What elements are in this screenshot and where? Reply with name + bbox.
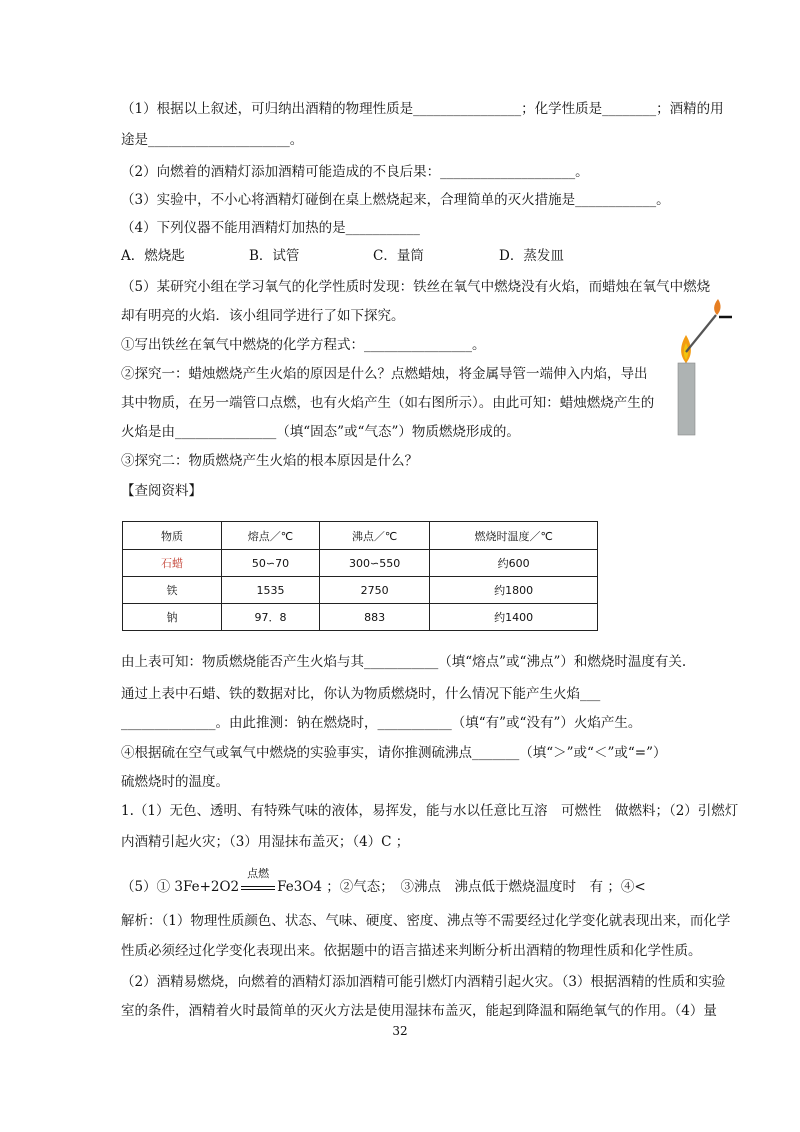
data-table xyxy=(122,521,598,631)
header-burning-temp: 燃烧时温度／℃ xyxy=(430,522,598,550)
q4-choices xyxy=(121,246,564,266)
q2-line: （2）向燃着的酒精灯添加酒精可能造成的不良后果：____________________。 xyxy=(121,164,589,180)
q5-item-2-line-1: ②探究一：蜡烛燃烧产生火焰的原因是什么？点燃蜡烛，将金属导管一端伸入内焰，导出 xyxy=(121,366,648,382)
analysis-line-1: 解析：（1）物理性质颜色、状态、气味、硬度、密度、沸点等不需要经过化学变化就表现出来，而化学 xyxy=(121,913,731,929)
q4-line: （4）下列仪器不能用酒精灯加热的是___________ xyxy=(121,220,420,236)
reference-heading: 【查阅资料】 xyxy=(121,483,202,499)
after-table-line-2: 通过上表中石蜡、铁的数据对比，你认为物质燃烧时，什么情况下能产生火焰___ xyxy=(121,686,601,702)
q1-line-1: （1）根据以上叙述，可归纳出酒精的物理性质是________________；化学性质是________；酒精的用 xyxy=(121,101,724,117)
choice-d: D．蒸发皿 xyxy=(499,248,564,264)
table-cell: 约1800 xyxy=(430,577,598,604)
table-cell: 50∽70 xyxy=(222,550,320,577)
q5-line-1: （5）某研究小组在学习氧气的化学性质时发现：铁丝在氧气中燃烧没有火焰，而蜡烛在氧气中燃烧 xyxy=(121,279,711,295)
table-row xyxy=(123,577,598,604)
q5-item-4-line-1: ④根据硫在空气或氧气中燃烧的实验事实，请你推测硫沸点_______（填“＞”或“＜”或“=”） xyxy=(121,745,667,761)
header-boiling-point: 沸点／℃ xyxy=(319,522,429,550)
candle-experiment-figure xyxy=(676,297,732,437)
table-cell: 钠 xyxy=(123,604,222,631)
answer-eq-post: Fe3O4 ；②气态； ③沸点 沸点低于燃烧温度时 有 ；④< xyxy=(277,879,646,895)
table-row xyxy=(123,550,598,577)
page-number: 32 xyxy=(392,1024,408,1038)
condition-label: 点燃 xyxy=(247,867,270,880)
after-table-line-1: 由上表可知：物质燃烧能否产生火焰与其___________（填“熔点”或“沸点”）和燃烧时温度有关. xyxy=(121,654,687,670)
answer-eq-pre: （5）① 3Fe+2O2 xyxy=(121,879,240,895)
q5-line-2: 却有明亮的火焰．该小组同学进行了如下探究。 xyxy=(121,308,405,324)
table-header-row xyxy=(123,522,598,550)
q3-line: （3）实验中，不小心将酒精灯碰倒在桌上燃烧起来，合理简单的灭火措施是____________。 xyxy=(121,192,670,208)
table-cell: 约1400 xyxy=(430,604,598,631)
table-cell: 883 xyxy=(319,604,429,631)
table-cell: 97．8 xyxy=(222,604,320,631)
q5-item-2-line-2: 其中物质，在另一端管口点燃，也有火焰产生（如右图所示）。由此可知：蜡烛燃烧产生的 xyxy=(121,395,655,411)
choice-a: A．燃烧匙 xyxy=(121,248,185,264)
table-cell: 约600 xyxy=(430,550,598,577)
choice-b: B．试管 xyxy=(249,248,300,264)
header-substance: 物质 xyxy=(123,522,222,550)
answer-line-2: 内酒精引起火灾；（3）用湿抹布盖灭；（4）C ； xyxy=(121,834,410,850)
analysis-line-4: 室的条件，酒精着火时最简单的灭火方法是使用湿抹布盖灭，能起到降温和隔绝氧气的作用。（4）量 xyxy=(121,1003,717,1019)
candle-body xyxy=(678,363,695,435)
table-cell: 2750 xyxy=(319,577,429,604)
choice-c: C．量筒 xyxy=(373,248,424,264)
header-melting-point: 熔点／℃ xyxy=(222,522,320,550)
table-cell: 1535 xyxy=(222,577,320,604)
equals-bar xyxy=(241,886,275,890)
analysis-line-2: 性质必须经过化学变化表现出来。依据题中的语言描述来判断分析出酒精的物理性质和化学性质。 xyxy=(121,943,702,959)
table-cell: 铁 xyxy=(123,577,222,604)
after-table-line-3: ______________。由此推测：钠在燃烧时，___________（填“有”或“没有”）火焰产生。 xyxy=(121,715,642,731)
reaction-condition xyxy=(239,867,277,897)
tube-flame xyxy=(714,299,720,315)
answer-line-1: 1.（1）无色、透明、有特殊气味的液体，易挥发，能与水以任意比互溶 可燃性 做燃料；（2）引燃灯 xyxy=(121,803,739,819)
q5-item-2-line-3: 火焰是由_______________（填“固态”或“气态”）物质燃烧形成的。 xyxy=(121,424,520,440)
q5-item-1: ①写出铁丝在氧气中燃烧的化学方程式：________________。 xyxy=(121,337,486,353)
table-row xyxy=(123,604,598,631)
q5-item-4-line-2: 硫燃烧时的温度。 xyxy=(121,774,229,790)
q5-item-3: ③探究二：物质燃烧产生火焰的根本原因是什么？ xyxy=(121,453,418,469)
table-cell: 300∽550 xyxy=(319,550,429,577)
table-cell: 石蜡 xyxy=(123,550,222,577)
metal-tube xyxy=(686,315,716,352)
q1-line-2: 途是_____________________。 xyxy=(121,132,304,148)
analysis-line-3: （2）酒精易燃烧，向燃着的酒精灯添加酒精可能引燃灯内酒精引起火灾。（3）根据酒精的性质和实验 xyxy=(121,974,726,990)
answer-line-3 xyxy=(121,867,646,897)
